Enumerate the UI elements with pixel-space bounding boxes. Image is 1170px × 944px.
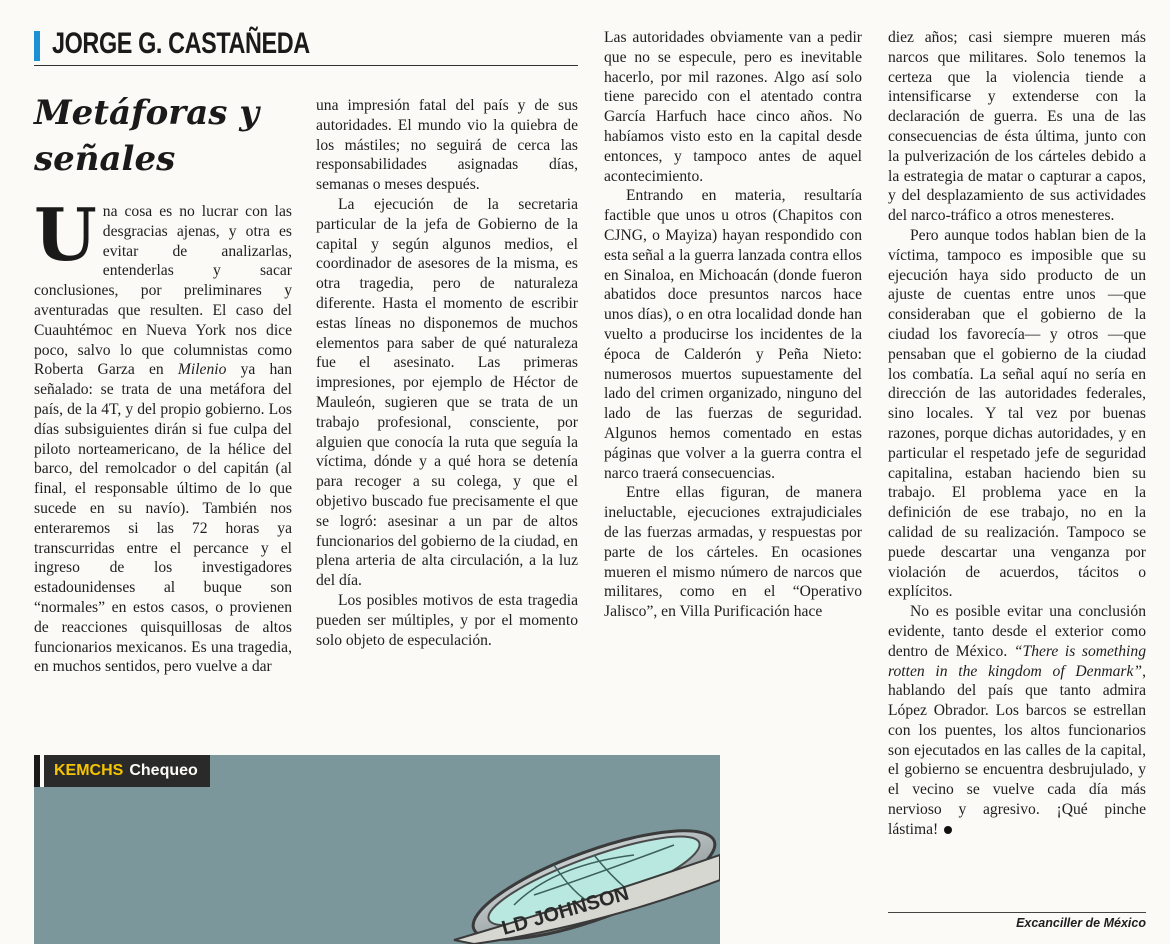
paragraph: La ejecución de la secretaria particular de la jefa de Gobierno de la capital y según algunos medios, el coordinador de asesores de la misma, es otra tragedia, pero de naturaleza diferente. Hasta el momento de escribir estas líneas no disponemos de muchos elementos para saber de qué naturaleza fue el asesinato. Las primeras impresiones, por ejemplo de Héctor de Mauleón, sugieren que se trata de un trabajo profesional, consciente, por alguien que conocía la ruta que seguía la víctima, dónde y a qué hora se detenía para recoger a su colega, y que el objetivo buscado fue precisamente el que se logró: asesinar a un par de altos funcionarios del gobierno de la ciudad, en plena arteria de alta circulación, a la luz del día.	[316, 195, 578, 590]
article-headline: Metáforas y señales	[34, 93, 259, 179]
paragraph: Los posibles motivos de esta tragedia pueden ser múltiples, y por el momento solo objeto de especulación.	[316, 591, 578, 649]
column-2	[316, 96, 578, 650]
cartoon-title: Chequeo	[129, 762, 198, 779]
paragraph: una impresión fatal del país y de sus autoridades. El mundo vio la quiebra de los mástiles; no seguirá de cerca las responsabilidades asignadas días, semanas o meses después.	[316, 97, 578, 194]
column-1	[34, 192, 293, 677]
editorial-cartoon	[34, 755, 720, 944]
column-3	[604, 28, 862, 622]
author-signoff: Excanciller de México	[888, 912, 1146, 930]
paragraph: Las autoridades obviamente van a pedir que no se especule, pero es inevitable hacerlo, por mil razones. Algo así solo tiene parecido con el atentado contra García Harfuch hace cinco años. No habíamos visto esto en la capital desde entonces, y tampoco antes de aquel acontecimiento.	[604, 29, 862, 185]
paragraph: diez años; casi siempre mueren más narcos que militares. Solo tenemos la certeza que la violencia tiende a intensificarse y extenderse con la declaración de guerra. Es una de las consecuencias de ésta última, junto con la pulverización de los cárteles debido a la estrategia de matar o capturar a capos, y del desplazamiento de sus actividades del narco-tráfico a otros menesteres.	[888, 29, 1146, 225]
end-of-article-icon	[944, 826, 952, 834]
cartoon-tag	[34, 755, 210, 787]
paragraph: Pero aunque todos hablan bien de la víctima, tampoco es imposible que su ejecución haya sido producto de un ajuste de cuentas entre unos —que consideraban que el gobierno de la ciudad los favorecía— y otros —que pensaban que el gobierno de la ciudad los combatía. La señal aquí no sería en dirección de las autoridades federales, sino locales. Y tal vez por buenas razones, porque dichas autoridades, y en particular el respetado jefe de seguridad capitalina, estaban haciendo bien su trabajo. El problema yace en la definición de ese trabajo, no en la calidad de su realización. Tampoco se puede descartar una venganza por violación de acuerdos, tácitos o explícitos.	[888, 226, 1146, 601]
cartoon-label: LD JOHNSON	[499, 882, 632, 940]
paragraph: Entre ellas figuran, de manera ineluctable, ejecuciones extrajudiciales de las fuerzas armadas, y respuestas por parte de los cárteles. En ocasiones mueren el mismo número de narcos que militares, como en el “Operativo Jalisco”, en Villa Purificación hace	[604, 484, 862, 621]
column-4	[888, 28, 1146, 840]
author-name: JORGE G. CASTAÑEDA	[52, 27, 310, 60]
author-header	[34, 27, 578, 66]
cartoonist-name: KEMCHS	[54, 762, 124, 779]
paragraph: No es posible evitar una conclusión evidente, tanto desde el exterior como dentro de México. “There is something rotten in the kingdom of Denmark”, hablando del país que tanto admira López Obrador. Los barcos se estrellan con los puentes, los altos funcionarios son ejecutados en las calles de la capital, el gobierno se encuentra desbrujulado, y el vecino se vuelve cada día más nervioso y agresivo. ¡Qué pinche lástima!	[888, 603, 1146, 838]
paragraph: Una cosa es no lucrar con las desgracias ajenas, y otra es evitar de analizarlas, entenderlas y sacar conclusiones, por preliminares y aventuradas que resulten. El caso del Cuauhtémoc en Nueva York nos dice poco, salvo lo que columnistas como Roberta Garza en Milenio ya han señalado: se trata de una metáfora del país, de la 4T, y del propio gobierno. Los días subsiguientes dirán si fue culpa del piloto norteamericano, de la hélice del barco, del remolcador o del capitán (al final, el responsable último de lo que sucede en su navío). También nos enteraremos si las 72 horas ya transcurridas entre el percance y el ingreso de los investigadores estadounidenses al buque son “normales” en estos casos, o provienen de reacciones quisquillosas de altos funcionarios mexicanos. Es una tragedia, en muchos sentidos, pero vuelve a dar	[34, 192, 293, 676]
paragraph: Entrando en materia, resultaría factible que unos u otros (Chapitos con CJNG, o Mayiza) hayan respondido con esta señal a la guerra lanzada contra ellos en Sinaloa, en Michoacán (donde fueron abatidos doce presuntos narcos hace unos días), o en otra localidad donde han vuelto a producirse los incidentes de la época de Calderón y Peña Nieto: numerosos muertos supuestamente del lado del crimen organizado, ninguno del lado de las fuerzas de seguridad. Algunos hemos comentado en estas páginas que volver a la guerra contra el narco traerá consecuencias.	[604, 187, 862, 482]
cartoon-tag-bar	[34, 755, 44, 787]
drop-cap: U	[34, 192, 97, 277]
author-accent-bar	[34, 31, 40, 61]
